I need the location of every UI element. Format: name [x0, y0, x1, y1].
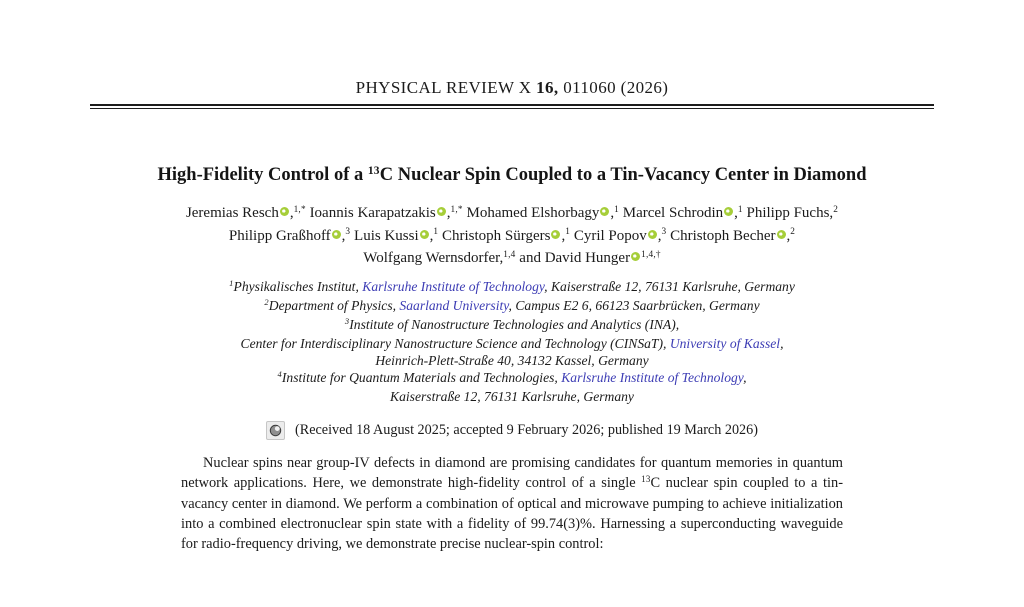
- text-run: Institute of Nanostructure Technologies and Analytics (INA),: [349, 316, 680, 332]
- orcid-icon[interactable]: [420, 230, 429, 239]
- paper-content: [90, 0, 934, 554]
- text-run: Kaiserstraße 12, 76131 Karlsruhe, Germany: [390, 388, 634, 404]
- text-run: Luis Kussi: [350, 227, 419, 244]
- superscript: 1: [433, 227, 439, 238]
- text-run: Mohamed Elshorbagy: [462, 205, 600, 221]
- abstract-paragraph: [181, 453, 843, 554]
- orcid-icon[interactable]: [332, 230, 341, 239]
- orcid-icon[interactable]: [437, 207, 446, 216]
- text-run: Heinrich-Plett-Straße 40, 34132 Kassel, Germany: [375, 352, 649, 368]
- superscript: 2: [790, 227, 796, 238]
- text-run: ,: [657, 227, 662, 244]
- author-list: [90, 203, 934, 271]
- text-run: Center for Interdisciplinary Nanostructure Science and Technology (CINSaT),: [240, 335, 670, 351]
- text-run: ,: [429, 227, 434, 244]
- text-run: Nuclear spins near group-IV defects in diamond are promising candidates for quantum memories in quantum network applications. Here, we demonstrate high-fidelity control of a single: [181, 454, 843, 491]
- text-run: C nuclear spin coupled to a tin-vacancy center in diamond. We perform a combination of optical and microwave pumping to achieve initialization into a combined electronuclear spin state with a fidelity of 99.74(3)%. Harnessing a superconducting waveguide for radio-frequency driving, we demonstrate precise nuclear-spin control:: [181, 474, 843, 552]
- text-run: C Nuclear Spin Coupled to a Tin-Vacancy Center in Diamond: [379, 165, 867, 185]
- text-run: High-Fidelity Control of a: [157, 165, 368, 185]
- text-run: Ioannis Karapatzakis: [305, 205, 436, 221]
- text-run: Cyril Popov: [570, 227, 647, 244]
- orcid-icon[interactable]: [648, 230, 657, 239]
- header-rule: [90, 104, 934, 109]
- author-line-1: [90, 203, 934, 226]
- superscript: 4: [277, 368, 282, 379]
- text-run: Institute for Quantum Materials and Technologies,: [281, 369, 562, 385]
- orcid-icon[interactable]: [631, 252, 640, 261]
- text-run: Christoph Sürgers: [438, 227, 551, 244]
- superscript: 1: [737, 204, 743, 215]
- affiliation-line-5: [90, 352, 934, 369]
- superscript: 1: [229, 277, 234, 288]
- superscript: 3: [344, 315, 350, 326]
- affiliation-link[interactable]: Karlsruhe Institute of Technology: [561, 369, 744, 385]
- text-run: Philipp Graßhoff: [228, 227, 331, 244]
- text-run: ,: [289, 205, 294, 221]
- paper-title: [90, 165, 934, 186]
- affiliation-line-2: [90, 297, 934, 316]
- text-run: Department of Physics,: [268, 297, 400, 313]
- text-run: and David Hunger: [515, 250, 631, 266]
- affiliation-line-7: [90, 388, 934, 405]
- orcid-icon[interactable]: [777, 230, 786, 239]
- text-run: Christoph Becher: [666, 227, 776, 244]
- affiliation-line-6: [90, 369, 934, 388]
- orcid-icon[interactable]: [280, 207, 289, 216]
- text-run: ,: [446, 205, 451, 221]
- orcid-icon[interactable]: [724, 207, 733, 216]
- text-run: ,: [780, 335, 784, 351]
- superscript: 13: [367, 164, 380, 177]
- crossmark-icon[interactable]: [266, 421, 285, 440]
- text-run: Physikalisches Institut,: [233, 278, 363, 294]
- superscript: 3: [345, 227, 351, 238]
- text-run: Jeremias Resch: [185, 205, 279, 221]
- text-run: ,: [561, 227, 566, 244]
- superscript: 1,*: [450, 204, 463, 215]
- text-run: ,: [610, 205, 615, 221]
- text-run: ,: [341, 227, 346, 244]
- affiliation-link[interactable]: Karlsruhe Institute of Technology: [362, 278, 545, 294]
- history-text: (Received 18 August 2025; accepted 9 February 2026; published 19 March 2026): [295, 421, 758, 438]
- text-run: Marcel Schrodin: [619, 205, 724, 221]
- affiliation-line-4: [90, 335, 934, 352]
- history-line: [90, 421, 934, 440]
- orcid-icon[interactable]: [600, 207, 609, 216]
- text-run: 011060 (2026): [558, 78, 669, 97]
- affiliation-link[interactable]: University of Kassel: [669, 335, 781, 351]
- text-run: PHYSICAL REVIEW X: [355, 78, 537, 97]
- superscript: 1,4: [503, 249, 516, 260]
- author-line-3: [90, 248, 934, 271]
- superscript: 1,*: [293, 204, 306, 215]
- affiliation-link[interactable]: Saarland University: [399, 297, 509, 313]
- superscript: 1: [614, 204, 619, 215]
- affiliation-line-3: [90, 316, 934, 335]
- superscript: 2: [833, 204, 839, 215]
- text-run: , Kaiserstraße 12, 76131 Karlsruhe, Germany: [544, 278, 795, 294]
- affiliations: [90, 278, 934, 405]
- superscript: 3: [661, 227, 667, 238]
- orcid-icon[interactable]: [551, 230, 560, 239]
- text-run: Philipp Fuchs,: [742, 205, 834, 221]
- superscript: 1,4,†: [641, 249, 661, 260]
- text-run: Wolfgang Wernsdorfer,: [363, 250, 504, 266]
- text-run: ,: [734, 205, 738, 221]
- text-run: , Campus E2 6, 66123 Saarbrücken, Germany: [508, 297, 760, 313]
- crossmark-glyph: [269, 424, 282, 437]
- text-run: ,: [786, 227, 791, 244]
- superscript: 13: [641, 473, 651, 484]
- text-run: 16,: [536, 78, 559, 97]
- journal-header: [90, 78, 934, 98]
- text-run: ,: [743, 369, 747, 385]
- author-line-2: [90, 226, 934, 249]
- superscript: 1: [565, 227, 571, 238]
- superscript: 2: [264, 296, 269, 307]
- affiliation-line-1: [90, 278, 934, 297]
